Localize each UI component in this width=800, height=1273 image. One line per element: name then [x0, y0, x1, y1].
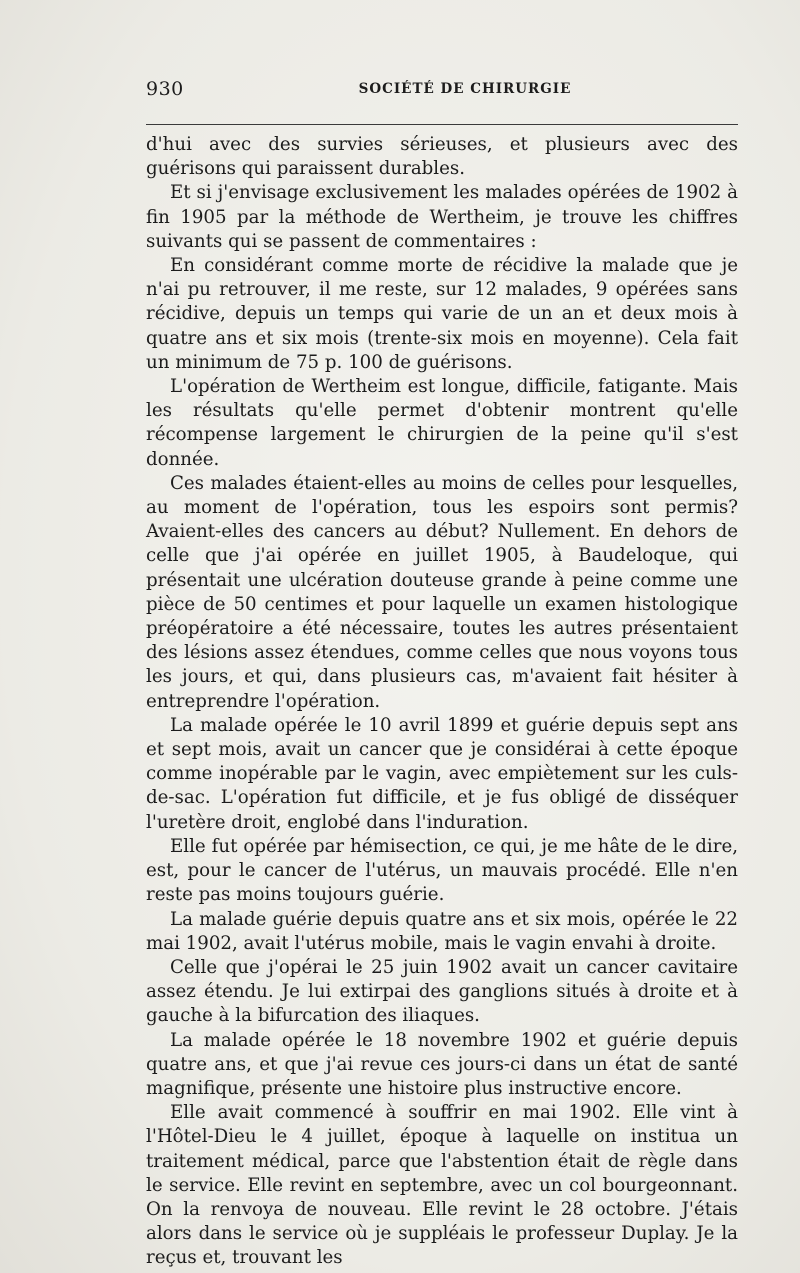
paragraph: Elle fut opérée par hémisection, ce qui, je me hâte de le dire, est, pour le cancer de l'utérus, un mauvais procédé. Elle n'en reste pas moins toujours guérie. [146, 835, 738, 906]
body-text [146, 133, 738, 1271]
paragraph: Elle avait commencé à souffrir en mai 1902. Elle vint à l'Hôtel-Dieu le 4 juillet, époque à laquelle on institua un traitement médical, parce que l'abstention était de règle dans le service. Elle revint en septembre, avec un col bourgeonnant. On la renvoya de nouveau. Elle revint le 28 octobre. J'étais alors dans le service où je suppléais le professeur Duplay. Je la reçus et, trouvant les [146, 1102, 738, 1269]
running-head [146, 78, 738, 100]
paragraph: Ces malades étaient-elles au moins de celles pour lesquelles, au moment de l'opération, tous les espoirs sont permis? Avaient-elles des cancers au début? Nullement. En dehors de celle que j'ai opérée en juillet 1905, à Baudeloque, qui présentait une ulcération douteuse grande à peine comme une pièce de 50 centimes et pour laquelle un examen histologique préopératoire a été nécessaire, toutes les autres présentaient des lésions assez étendues, comme celles que nous voyons tous les jours, et qui, dans plusieurs cas, m'avaient fait hésiter à entreprendre l'opération. [146, 472, 738, 712]
paragraph: La malade guérie depuis quatre ans et six mois, opérée le 22 mai 1902, avait l'utérus mobile, mais le vagin envahi à droite. [146, 908, 738, 954]
header-rule [146, 124, 738, 125]
running-title: SOCIÉTÉ DE CHIRURGIE [358, 81, 572, 97]
paragraph: d'hui avec des survies sérieuses, et plusieurs avec des guérisons qui paraissent durables. [146, 134, 738, 180]
paragraph: L'opération de Wertheim est longue, difficile, fatigante. Mais les résultats qu'elle permet d'obtenir montrent qu'elle récompense largement le chirurgien de la peine qu'il s'est donnée. [146, 376, 738, 470]
paragraph: La malade opérée le 10 avril 1899 et guérie depuis sept ans et sept mois, avait un cancer que je considérai à cette époque comme inopérable par le vagin, avec empiètement sur les culs-de-sac. L'opération fut difficile, et je fus obligé de disséquer l'uretère droit, englobé dans l'induration. [146, 714, 738, 833]
paragraph: La malade opérée le 18 novembre 1902 et guérie depuis quatre ans, et que j'ai revue ces jours-ci dans un état de santé magnifique, présente une histoire plus instructive encore. [146, 1029, 738, 1099]
paragraph: Celle que j'opérai le 25 juin 1902 avait un cancer cavitaire assez étendu. Je lui extirpai des ganglions situés à droite et à gauche à la bifurcation des iliaques. [146, 956, 738, 1027]
paragraph: En considérant comme morte de récidive la malade que je n'ai pu retrouver, il me reste, sur 12 malades, 9 opérées sans récidive, depuis un temps qui varie de un an et deux mois à quatre ans et six mois (trente-six mois en moyenne). Cela fait un minimum de 75 p. 100 de guérisons. [146, 255, 738, 373]
page-number: 930 [146, 78, 184, 100]
paragraph: Et si j'envisage exclusivement les malades opérées de 1902 à fin 1905 par la méthode de Wertheim, je trouve les chiffres suivants qui se passent de commentaires : [146, 182, 738, 252]
